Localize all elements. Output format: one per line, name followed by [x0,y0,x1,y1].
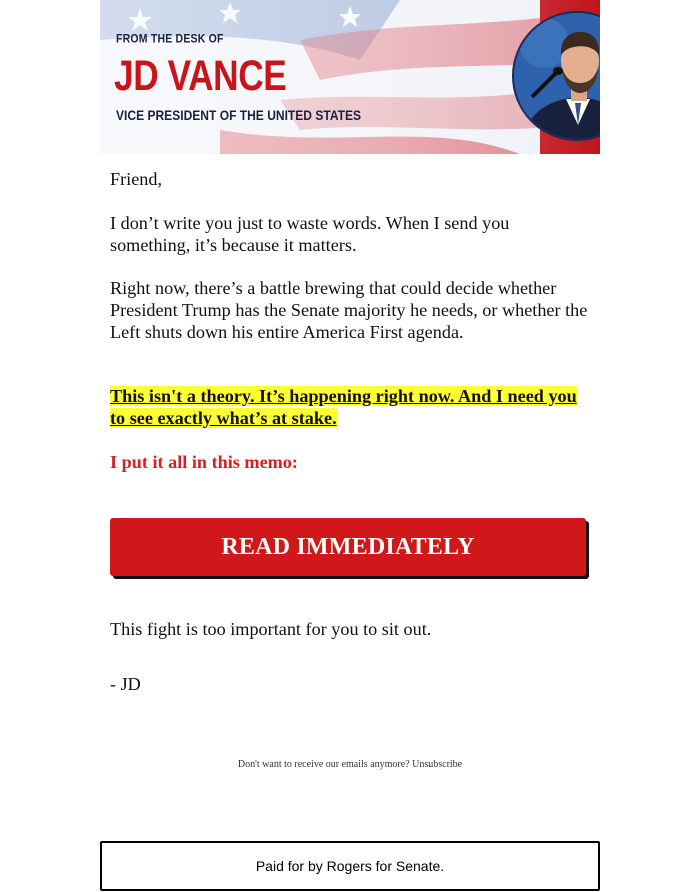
memo-line: I put it all in this memo: [110,452,298,472]
header-banner [100,0,600,154]
unsubscribe-text: Don't want to receive our emails anymore? [237,759,410,770]
paid-for-disclaimer: Paid for by Rogers for Senate. [100,841,600,891]
highlighted-statement [110,385,590,429]
paragraph: Right now, there’s a battle brewing that could decide whether President Trump has the Senate majority he needs, or whether the Left shuts down his entire America First agenda. [110,278,588,342]
read-immediately-button[interactable]: READ IMMEDIATELY [110,518,586,576]
signature: - JD [110,674,141,694]
greeting: Friend, [110,169,163,189]
closing-line: This fight is too important for you to sit out. [110,619,432,639]
paragraph: I don’t write you just to waste words. When I send you something, it’s because it matters. [110,213,510,255]
unsubscribe-line [100,759,600,770]
unsubscribe-link[interactable]: Unsubscribe [412,759,463,770]
highlight-text: This isn't a theory. It’s happening right now. And I need you to see exactly what’s at stake. [110,386,577,428]
sender-title: VICE PRESIDENT OF THE UNITED STATES [116,107,362,123]
desk-label: FROM THE DESK OF [116,32,224,46]
sender-name: JD VANCE [114,52,287,100]
